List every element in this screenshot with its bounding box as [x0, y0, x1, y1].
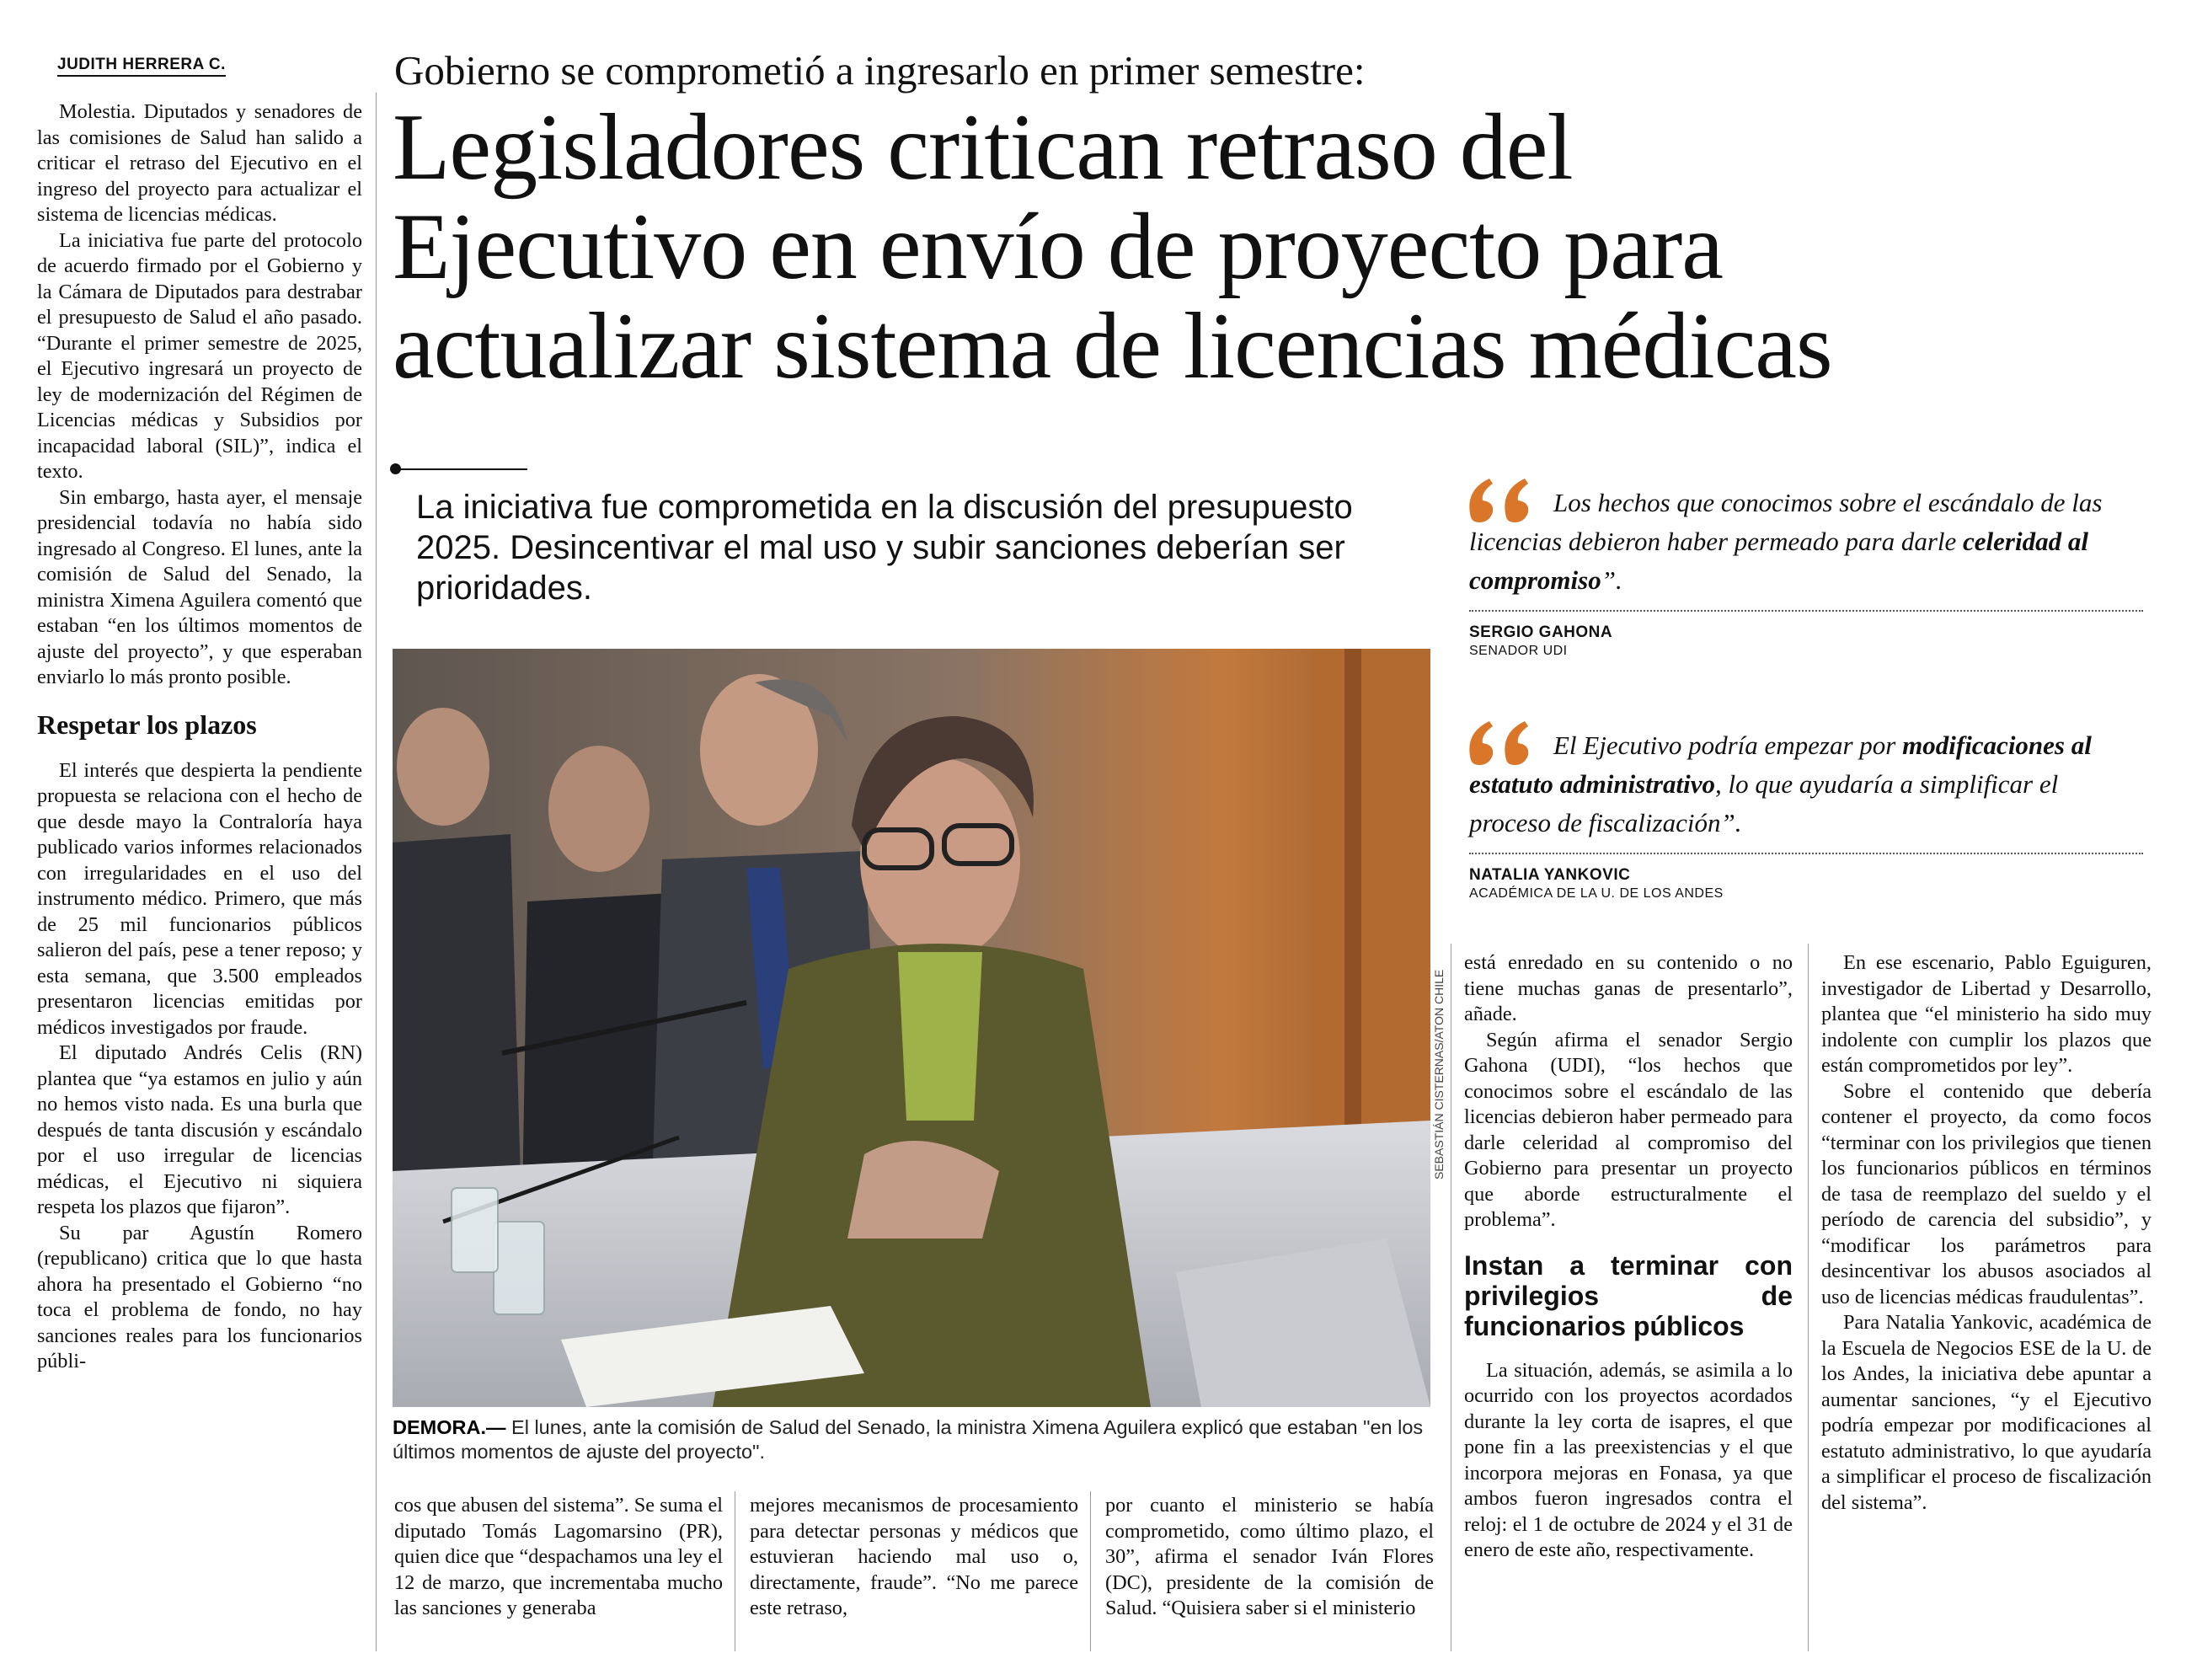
photo-caption — [393, 1415, 1434, 1464]
quote-author-role: SENADOR UDI — [1469, 644, 1568, 658]
column-3 — [750, 1493, 1078, 1622]
quote-author-role: ACADÉMICA DE LA U. DE LOS ANDES — [1469, 886, 1724, 901]
quote-text-part: El Ejecutivo podría empezar por — [1553, 730, 1903, 760]
paragraph: La iniciativa fue parte del protocolo de acuerdo firmado por el Gobierno y la Cámara de Diputados para destrabar el presupuesto de Salud el año pasado. “Durante el primer semestre de 2025, el Ejecutivo ingresará un proyecto de ley de modernización del Régimen de Licencias médicas y Subsidios por incapacidad laboral (SIL)”, indica el texto. — [37, 228, 362, 483]
paragraph: Molestia. Diputados y senadores de las comisiones de Salud han salido a criticar el retraso del Ejecutivo en el ingreso del proyecto para actualizar el sistema de licencias médicas. — [37, 100, 362, 226]
headline — [393, 95, 2195, 399]
paragraph: Sobre el contenido que debería contener el proyecto, da como focos “terminar con los privilegios que tienen los funcionarios públicos en términos de tasa de reemplazo del sueldo y el período de carencia del subsidio”, y “modificar los parámetros para desincentivar los abusos asociados al uso de licencias médicas fraudulentas”. — [1821, 1079, 2152, 1308]
caption-text: El lunes, ante la comisión de Salud del Senado, la ministra Ximena Aguilera explicó que estaban "en los últimos momentos de ajuste del proyecto". — [393, 1416, 1424, 1463]
paragraph: El interés que despierta la pendiente propuesta se relaciona con el hecho de que desde mayo la Contraloría haya publicado varios informes relacionados con irregularidades en el uso del instrumento médico. Primero, que más de 25 mil funcionarios públicos salieron del país, pese a tener reposo; y esta semana, que 3.500 empleados presentaron licencias emitidas por médicos investigados por fraude. — [37, 758, 362, 1039]
column-divider — [376, 93, 377, 1651]
column-6 — [1821, 950, 2152, 1516]
subhead: Instan a terminar con privilegios de funcionarios públicos — [1464, 1249, 1793, 1341]
paragraph: mejores mecanismos de procesamiento para detectar personas y médicos que estuvieran haciendo mal uso o, directamente, fraude”. “No me parece este retraso, — [750, 1494, 1078, 1619]
paragraph: En ese escenario, Pablo Eguiguren, investigador de Libertad y Desarrollo, plantea que “el ministerio ha sido muy indolente con cumplir los plazos que están comprometidos por ley”. — [1821, 951, 2152, 1077]
paragraph: Su par Agustín Romero (republicano) critica que lo que hasta ahora ha presentado el Gobierno “no toca el problema de fondo, no hay sanciones reales para los funcionarios públi- — [37, 1221, 362, 1372]
quote-text-part: ”. — [1601, 565, 1622, 595]
column-2 — [394, 1493, 723, 1622]
quote-author: SERGIO GAHONA — [1469, 623, 1613, 641]
column-divider — [1808, 944, 1809, 1651]
subhead: Respetar los plazos — [37, 709, 257, 740]
quote-separator — [1469, 610, 2143, 612]
quote-text-bold: modificaciones al estatuto administrativo — [1469, 730, 2092, 799]
paragraph: La situación, además, se asimila a lo ocurrido con los proyectos acordados durante la ley corta de isapres, el que pone fin a las preexistencias y el que incorpora mejoras en Fonasa, ya que ambos fueron ingresados contra el reloj: el 1 de octubre de 2024 y el 31 de enero de este año, respectivamente. — [1464, 1358, 1793, 1561]
quote-author: NATALIA YANKOVIC — [1469, 866, 1631, 884]
column-5 — [1464, 950, 1793, 1564]
kicker: Gobierno se comprometió a ingresarlo en primer semestre: — [394, 47, 1366, 94]
quote-text-part: Los hechos que conocimos sobre el escándalo de las licencias debieron haber permeado para darle — [1469, 488, 2103, 556]
quote-mark-icon — [1464, 716, 1540, 767]
quote-text — [1469, 484, 2143, 600]
pull-quote — [1469, 726, 2143, 902]
headline-line: Ejecutivo en envío de proyecto para — [393, 195, 1723, 299]
paragraph: por cuanto el ministerio se había comprometido, como último plazo, el 30”, afirma el senador Iván Flores (DC), presidente de la comisión de Salud. “Quisiera saber si el ministerio — [1105, 1494, 1434, 1619]
quote-text-bold: celeridad al compromiso — [1469, 527, 2088, 595]
paragraph: Sin embargo, hasta ayer, el mensaje presidencial todavía no había sido ingresado al Congreso. El lunes, ante la comisión de Salud del Senado, la ministra Ximena Aguilera comentó que estaban “en los últimos momentos de ajuste del proyecto”, y que esperaban enviarlo lo más pronto posible. — [37, 485, 362, 688]
caption-label: DEMORA.— — [393, 1416, 506, 1438]
quote-separator — [1469, 853, 2143, 854]
paragraph: cos que abusen del sistema”. Se suma el diputado Tomás Lagomarsino (PR), quien dice que “despachamos una ley el 12 de marzo, que incrementaba mucho las sanciones y generaba — [394, 1494, 723, 1619]
paragraph: está enredado en su contenido o no tiene muchas ganas de presentarlo”, añade. — [1464, 951, 1793, 1025]
deck: La iniciativa fue comprometida en la discusión del presupuesto 2025. Desincentivar el mal uso y subir sanciones deberían ser prioridades. — [416, 489, 1353, 607]
headline-line: actualizar sistema de licencias médicas — [393, 294, 1832, 399]
photo-illustration — [393, 649, 1430, 1407]
byline: JUDITH HERRERA C. — [57, 56, 226, 77]
quote-mark-icon — [1464, 474, 1540, 524]
photo-credit: SEBASTIÁN CISTERNAS/ATON CHILE — [1432, 969, 1446, 1180]
news-photo — [393, 649, 1430, 1407]
column-4 — [1105, 1493, 1434, 1622]
column-1 — [37, 99, 362, 1375]
quote-text — [1469, 726, 2143, 843]
deck-rule — [393, 468, 527, 470]
paragraph: Para Natalia Yankovic, académica de la Escuela de Negocios ESE de la U. de los Andes, la iniciativa debe apuntar a aumentar sanciones, “y el Ejecutivo podría empezar por modificaciones al estatuto administrativo, lo que ayudaría a simplificar el proceso de fiscalización del sistema”. — [1821, 1311, 2152, 1514]
column-divider — [1090, 1491, 1091, 1651]
paragraph: Según afirma el senador Sergio Gahona (UDI), “los hechos que conocimos sobre el escándalo de las licencias debieron haber permeado para darle celeridad al compromiso del Gobierno para presentar un proyecto que aborde estructuralmente el problema”. — [1464, 1028, 1793, 1231]
headline-line: Legisladores critican retraso del — [393, 95, 1573, 200]
paragraph: El diputado Andrés Celis (RN) plantea que “ya estamos en julio y aún no hemos visto nada. Es una burla que después de tanta discusión y escándalo por el uso irregular de licencias médicas, el Ejecutivo ni siquiera respeta los plazos que fijaron”. — [37, 1041, 362, 1218]
pull-quote — [1469, 484, 2143, 659]
quote-text-part: , lo que ayudaría a simplificar el proceso de fiscalización”. — [1469, 769, 2059, 837]
